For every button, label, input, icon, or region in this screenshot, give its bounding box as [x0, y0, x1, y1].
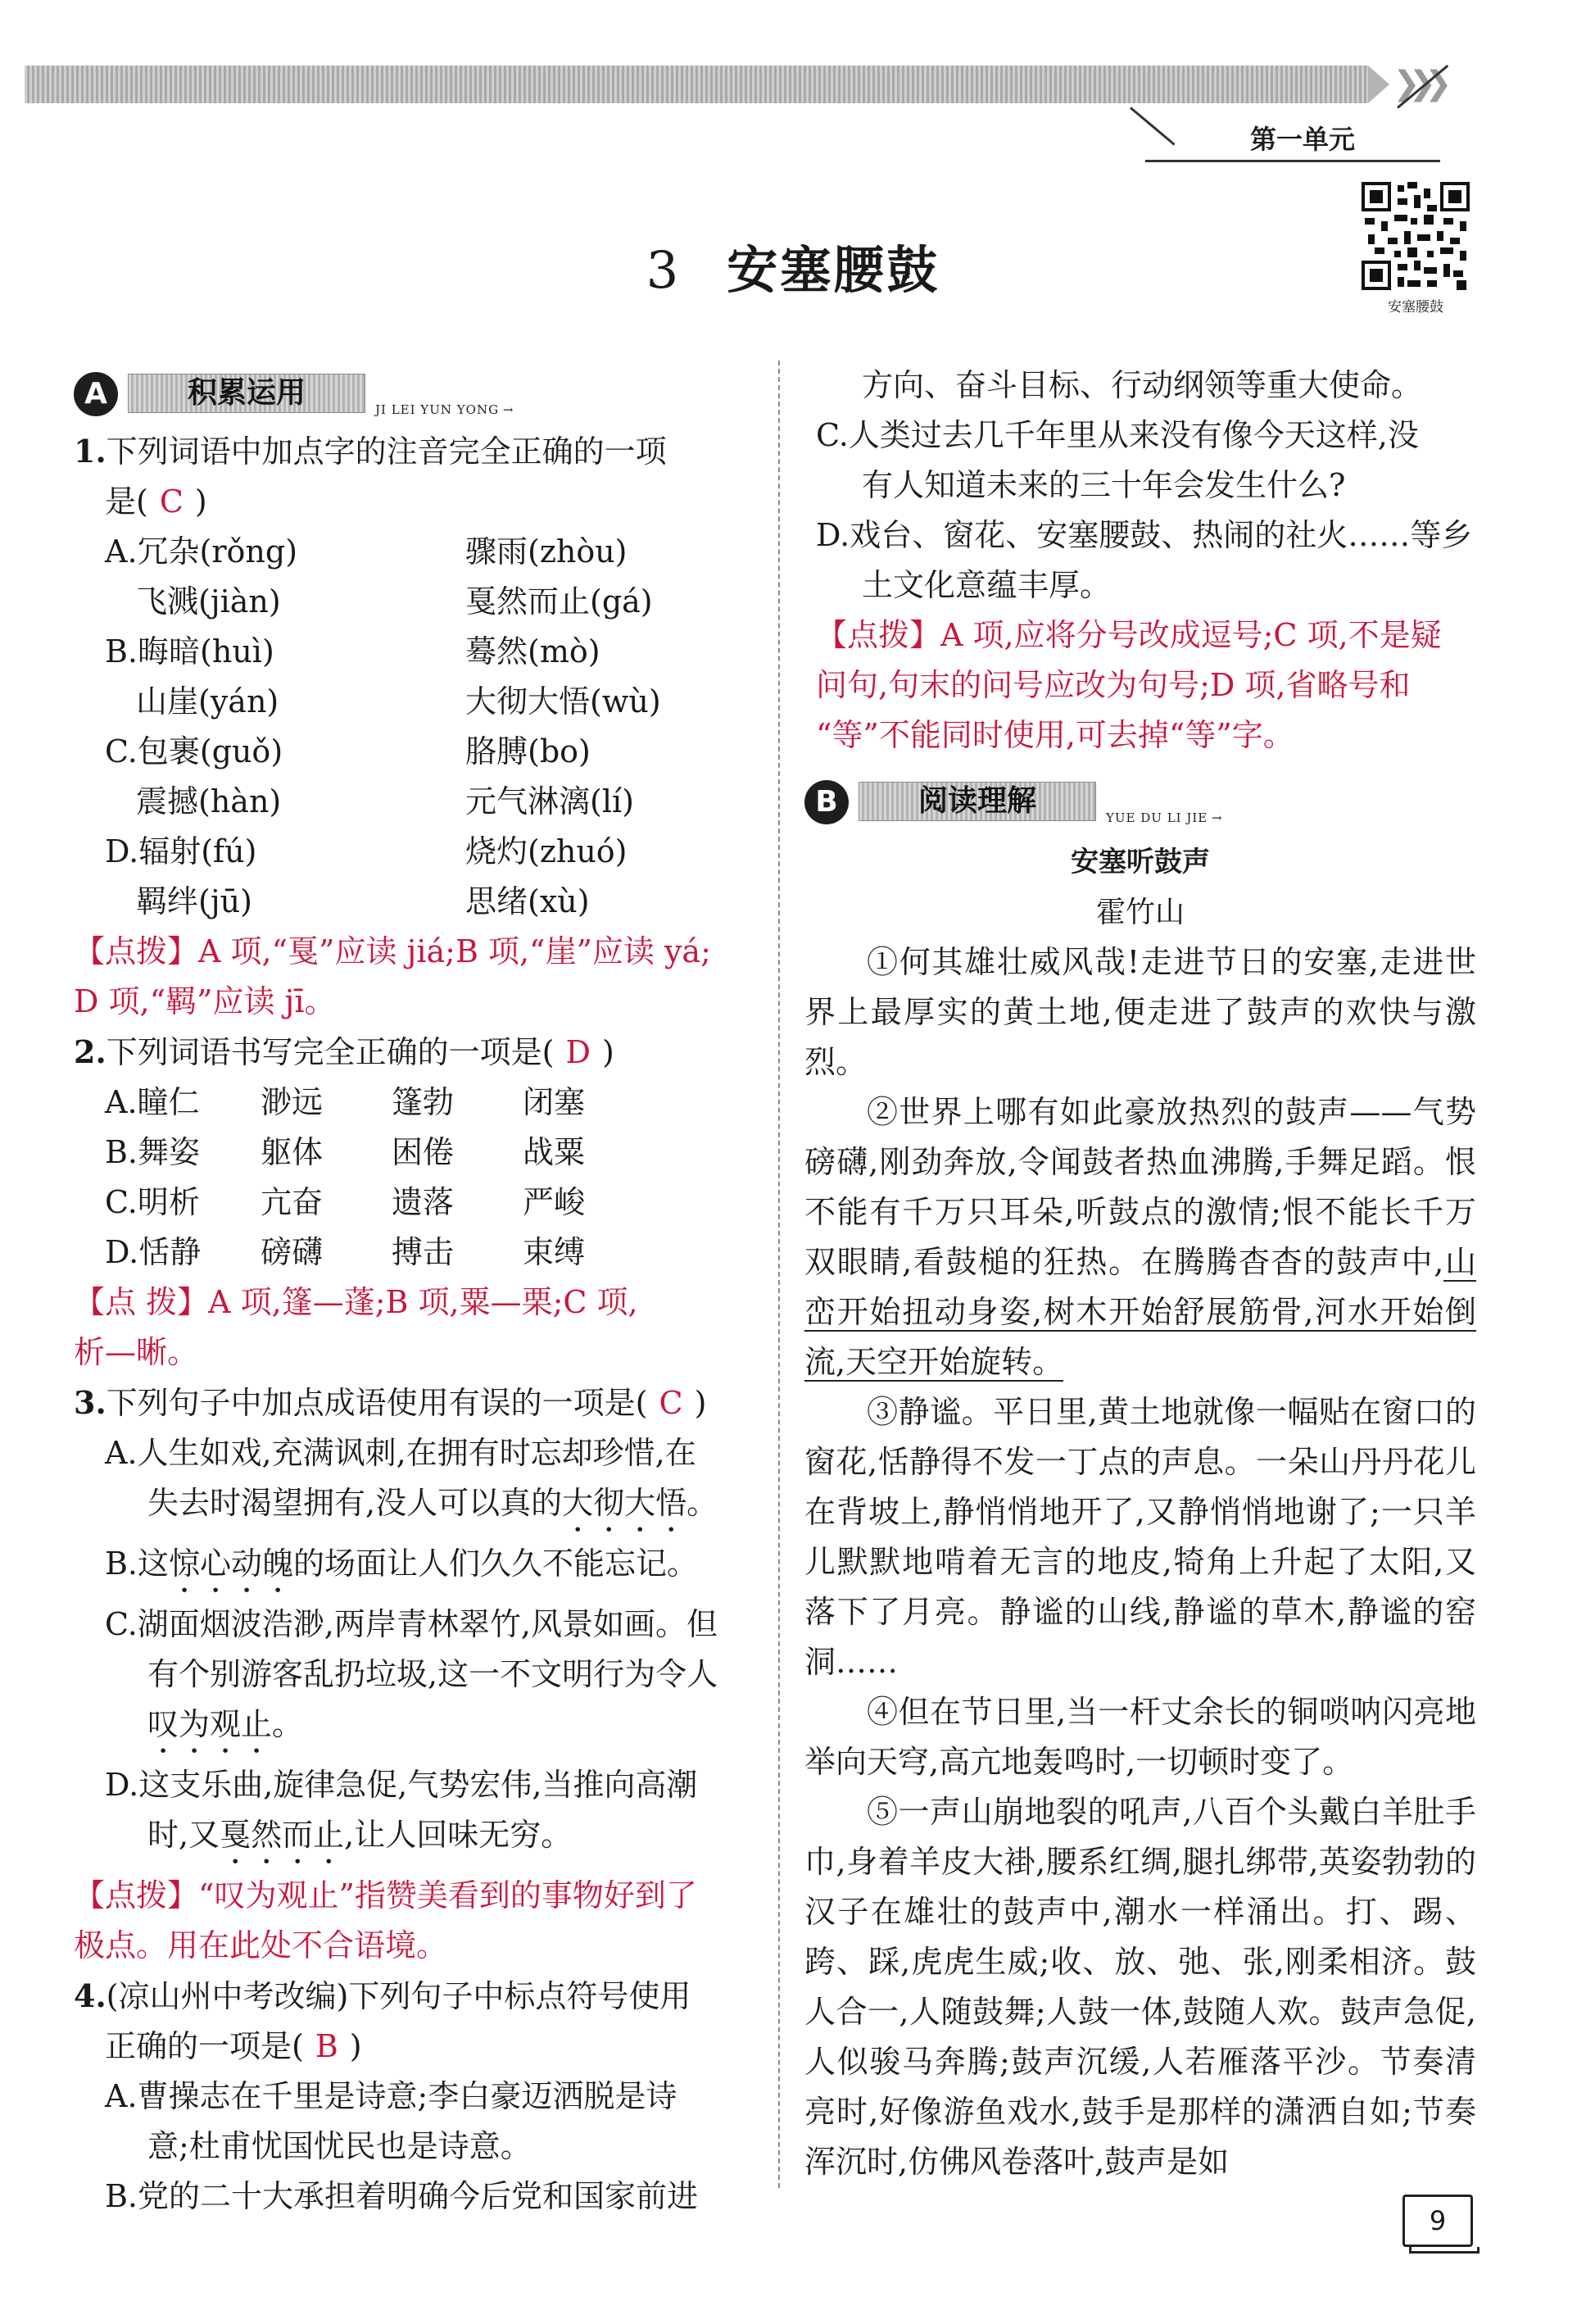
option-label: C. — [105, 733, 138, 769]
option-word: 思绪(xù) — [465, 883, 590, 919]
option-text: 失去时渴望拥有,没人可以真的 — [147, 1485, 563, 1521]
option-word: 磅礴 — [261, 1234, 324, 1270]
option-word: 明析 — [137, 1184, 200, 1220]
q3-option-c-cont2 — [74, 1700, 754, 1760]
option-label: D. — [105, 833, 139, 869]
q3-option-d: D.这支乐曲,旋律急促,气势宏伟,当推向高潮 — [105, 1767, 698, 1803]
option-word: 晦暗(huì) — [138, 633, 274, 670]
section-a-title: 积累运用 — [187, 376, 306, 410]
column-divider — [778, 361, 780, 2188]
q1-option-b — [105, 627, 465, 677]
option-text: 的场面让人们久久不能忘记。 — [293, 1546, 699, 1582]
article-paragraph-5: ⑤一声山崩地裂的吼声,八百个头戴白羊肚手巾,身着羊皮大褂,腰系红绸,腿扎绑带,英姿勃勃的汉子在雄壮的鼓声中,潮水一样涌出。打、踢、跨、踩,虎虎生威;收、放、弛、张,刚柔相济。鼓人合一,人随鼓舞;人鼓一体,鼓随人欢。鼓声急促,人似骏马奔腾;鼓声沉缓,人若雁落平沙。节奏清亮时,好像游鱼戏水,鼓手是那样的潇洒自如;节奏浑沉时,仿佛风卷落叶,鼓声是如 — [804, 1794, 1476, 2180]
q1-hint — [74, 927, 754, 977]
unit-label: 第一单元 — [1249, 124, 1355, 155]
option-text: 时,又 — [147, 1817, 220, 1853]
q3-stem: 下列句子中加点成语使用有误的一项是( — [106, 1385, 648, 1421]
question-2 — [74, 1027, 754, 1378]
q2-stem-close: ) — [601, 1034, 614, 1070]
q4-option-d-cont: 土文化意蕴丰厚。 — [862, 567, 1112, 603]
q1-stem-close: ) — [194, 483, 207, 520]
option-word: 闭塞 — [523, 1084, 586, 1120]
article-author: 霍竹山 — [1095, 896, 1185, 929]
section-b-header — [804, 769, 1476, 831]
option-text: 。 — [687, 1485, 718, 1521]
hint-tag: 【点拨】 — [816, 617, 941, 653]
hint-text: “叹为观止”指赞美看到的事物好到了 — [198, 1877, 697, 1913]
header-band — [25, 66, 1368, 103]
q4-answer: B — [315, 2028, 338, 2064]
q4-option-a: A.曹操志在千里是诗意;李白豪迈洒脱是诗 — [105, 2078, 677, 2114]
q1-number: 1. — [74, 433, 106, 470]
dotted-idiom: 惊心动魄 — [169, 1546, 294, 1582]
option-word: 胳膊(bo) — [465, 733, 591, 769]
dotted-idiom: 戛然而止 — [220, 1817, 345, 1853]
q3-hint — [74, 1871, 754, 1921]
option-word: 束缚 — [523, 1234, 586, 1270]
option-word: 蓦然(mò) — [465, 633, 600, 670]
q1-option-d — [105, 827, 465, 877]
q4-stem: (凉山州中考改编)下列句子中标点符号使用 — [106, 1978, 691, 2014]
q1-hint-cont: D 项,“羁”应读 jī。 — [74, 983, 336, 1019]
section-b-title: 阅读理解 — [918, 784, 1036, 818]
option-word: 山崖(yán) — [136, 683, 279, 719]
q3-option-a: A.人生如戏,充满讽刺,在拥有时忘却珍惜,在 — [105, 1435, 696, 1471]
article-paragraph-3: ③静谧。平日里,黄土地就像一幅贴在窗口的窗花,恬静得不发一丁点的声息。一朵山丹丹花儿在背坡上,静悄悄地开了,又静悄悄地谢了;一只羊儿默默地啃着无言的地皮,犄角上升起了太阳,又落下了月亮。静谧的山线,静谧的草木,静谧的窑洞…… — [804, 1394, 1476, 1680]
option-word: 包裹(guǒ) — [137, 733, 283, 769]
hint-text: A 项,“戛”应读 jiá;B 项,“崖”应读 yá; — [198, 933, 711, 969]
option-word: 舞姿 — [138, 1134, 201, 1170]
q2-options — [74, 1078, 754, 1278]
q4-hint — [804, 611, 1476, 660]
q4-option-d: D.戏台、窗花、安塞腰鼓、热闹的社火……等乡 — [816, 517, 1473, 553]
option-word: 烧灼(zhuó) — [465, 833, 628, 869]
page-title — [0, 229, 1586, 302]
article-title: 安塞听鼓声 — [1071, 846, 1210, 878]
page-number: 9 — [1402, 2195, 1473, 2247]
option-label: D. — [105, 1234, 139, 1270]
q4-hint-cont2: “等”不能同时使用,可去掉“等”字。 — [816, 717, 1294, 753]
article-paragraph-1: ①何其雄壮威风哉!走进节日的安塞,走进世界上最厚实的黄土地,便走进了鼓声的欢快与激烈。 — [804, 944, 1476, 1080]
q2-hint-cont: 析—晰。 — [74, 1334, 199, 1370]
section-b-pinyin: YUE DU LI JIE → — [1106, 793, 1222, 843]
q1-answer: C — [159, 483, 184, 520]
chevrons-icon: ❯❯❯ — [1393, 65, 1441, 102]
option-label: B. — [105, 633, 138, 670]
q2-option-c — [105, 1178, 261, 1228]
option-word: 骤雨(zhòu) — [465, 533, 628, 570]
q3-option-d-cont — [74, 1810, 754, 1871]
lesson-title: 安塞腰鼓 — [727, 240, 940, 300]
section-a-header — [74, 361, 754, 423]
q2-option-b — [105, 1128, 261, 1178]
option-word: 篷勃 — [392, 1084, 455, 1120]
option-text: B.这 — [105, 1546, 170, 1582]
option-word: 震撼(hàn) — [136, 783, 282, 819]
q4-stem-cont: 正确的一项是( — [105, 2028, 304, 2064]
option-label: C. — [105, 1184, 138, 1220]
option-word: 大彻大悟(wù) — [465, 683, 661, 719]
article-paragraph-2 — [804, 1087, 1476, 1387]
q1-stem: 下列词语中加点字的注音完全正确的一项 — [106, 433, 667, 470]
header-band-tip — [1368, 66, 1389, 103]
option-word: 辐射(fú) — [138, 833, 257, 869]
q2-option-d — [105, 1228, 261, 1278]
hint-text: A 项,篷—蓬;B 项,粟—栗;C 项, — [208, 1284, 638, 1320]
option-word: 元气淋漓(lí) — [465, 783, 634, 819]
option-word: 严峻 — [523, 1184, 586, 1220]
q4-option-b: B.党的二十大承担着明确今后党和国家前进 — [105, 2178, 699, 2214]
q3-option-b — [74, 1539, 754, 1600]
q3-option-c-cont: 有个别游客乱扔垃圾,这一不文明行为令人 — [147, 1656, 718, 1692]
option-label: A. — [105, 533, 138, 570]
q4-option-c: C.人类过去几千年里从来没有像今天这样,没 — [816, 417, 1419, 453]
q1-option-c — [105, 727, 465, 777]
q3-answer: C — [659, 1385, 683, 1421]
option-word: 恬静 — [138, 1234, 202, 1270]
q3-stem-close: ) — [694, 1385, 707, 1421]
q2-hint — [74, 1278, 754, 1328]
q4-option-b-cont: 方向、奋斗目标、行动纲领等重大使命。 — [862, 367, 1423, 403]
option-word: 飞溅(jiàn) — [136, 583, 281, 620]
option-text: 。 — [272, 1706, 304, 1742]
dotted-idiom: 大彻大悟 — [562, 1485, 687, 1521]
hint-tag: 【点 拨】 — [74, 1284, 209, 1320]
option-word: 躯体 — [261, 1134, 324, 1170]
paragraph-text: ②世界上哪有如此豪放热烈的鼓声——气势磅礴,刚劲奔放,令闻鼓者热血沸腾,手舞足蹈。恨不能有千万只耳朵,听鼓点的激情;恨不能长千万双眼睛,看鼓槌的狂热。在腾腾杳杳的鼓声中, — [804, 1094, 1476, 1280]
q4-number: 4. — [74, 1977, 106, 2014]
option-word: 遗落 — [392, 1184, 455, 1220]
q3-number: 3. — [74, 1384, 106, 1421]
option-word: 冗杂(rǒng) — [137, 533, 298, 570]
q4-option-c-cont: 有人知道未来的三十年会发生什么? — [862, 467, 1346, 503]
q3-hint-cont: 极点。用在此处不合语境。 — [74, 1927, 448, 1963]
left-column — [74, 361, 754, 2222]
underlined-sentence: 山峦开始扭动身姿,树木开始舒展筋骨,河水开始倒流,天空开始旋转。 — [804, 1244, 1476, 1380]
q2-option-a — [105, 1078, 261, 1128]
question-4 — [74, 1971, 754, 2222]
q1-option-a — [105, 527, 465, 577]
option-word: 瞳仁 — [137, 1084, 200, 1120]
option-label: B. — [105, 1134, 138, 1170]
dotted-idiom: 叹为观止 — [147, 1706, 273, 1742]
q3-option-c: C.湖面烟波浩渺,两岸青林翠竹,风景如画。但 — [105, 1606, 718, 1642]
q2-number: 2. — [74, 1033, 106, 1070]
right-column — [804, 361, 1476, 2187]
q4-stem-close: ) — [349, 2028, 362, 2064]
question-3 — [74, 1378, 754, 1971]
lesson-number: 3 — [646, 240, 682, 300]
q1-stem-cont: 是( — [105, 483, 148, 520]
option-word: 困倦 — [392, 1134, 455, 1170]
hint-tag: 【点拨】 — [74, 1877, 199, 1913]
question-1 — [74, 426, 754, 1027]
option-word: 亢奋 — [261, 1184, 324, 1220]
option-word: 羁绊(jū) — [136, 883, 252, 919]
section-a-badge: A — [74, 372, 118, 416]
option-word: 渺远 — [261, 1084, 324, 1120]
page-number-shadow — [1409, 2247, 1480, 2254]
hint-tag: 【点拨】 — [74, 933, 199, 969]
option-word: 搏击 — [392, 1234, 455, 1270]
option-word: 战粟 — [523, 1134, 586, 1170]
option-word: 戛然而止(gá) — [465, 583, 653, 620]
option-text: ,让人回味无穷。 — [344, 1817, 573, 1853]
section-a-pinyin: JI LEI YUN YONG → — [375, 385, 513, 435]
q1-options — [74, 527, 754, 927]
hint-text: A 项,应将分号改成逗号;C 项,不是疑 — [940, 617, 1442, 653]
option-label: A. — [105, 1084, 138, 1120]
q2-stem: 下列词语书写完全正确的一项是( — [106, 1034, 555, 1070]
article-paragraph-4: ④但在节日里,当一杆丈余长的铜唢呐闪亮地举向天穹,高亢地轰鸣时,一切顿时变了。 — [804, 1694, 1476, 1780]
q4-hint-cont: 问句,句末的问号应改为句号;D 项,省略号和 — [816, 667, 1411, 703]
q4-option-a-cont: 意;杜甫忧国忧民也是诗意。 — [147, 2128, 532, 2164]
qr-caption: 安塞腰鼓 — [1388, 299, 1443, 315]
section-b-badge: B — [804, 780, 849, 824]
q3-option-a-cont — [74, 1478, 754, 1539]
q2-answer: D — [565, 1034, 591, 1070]
